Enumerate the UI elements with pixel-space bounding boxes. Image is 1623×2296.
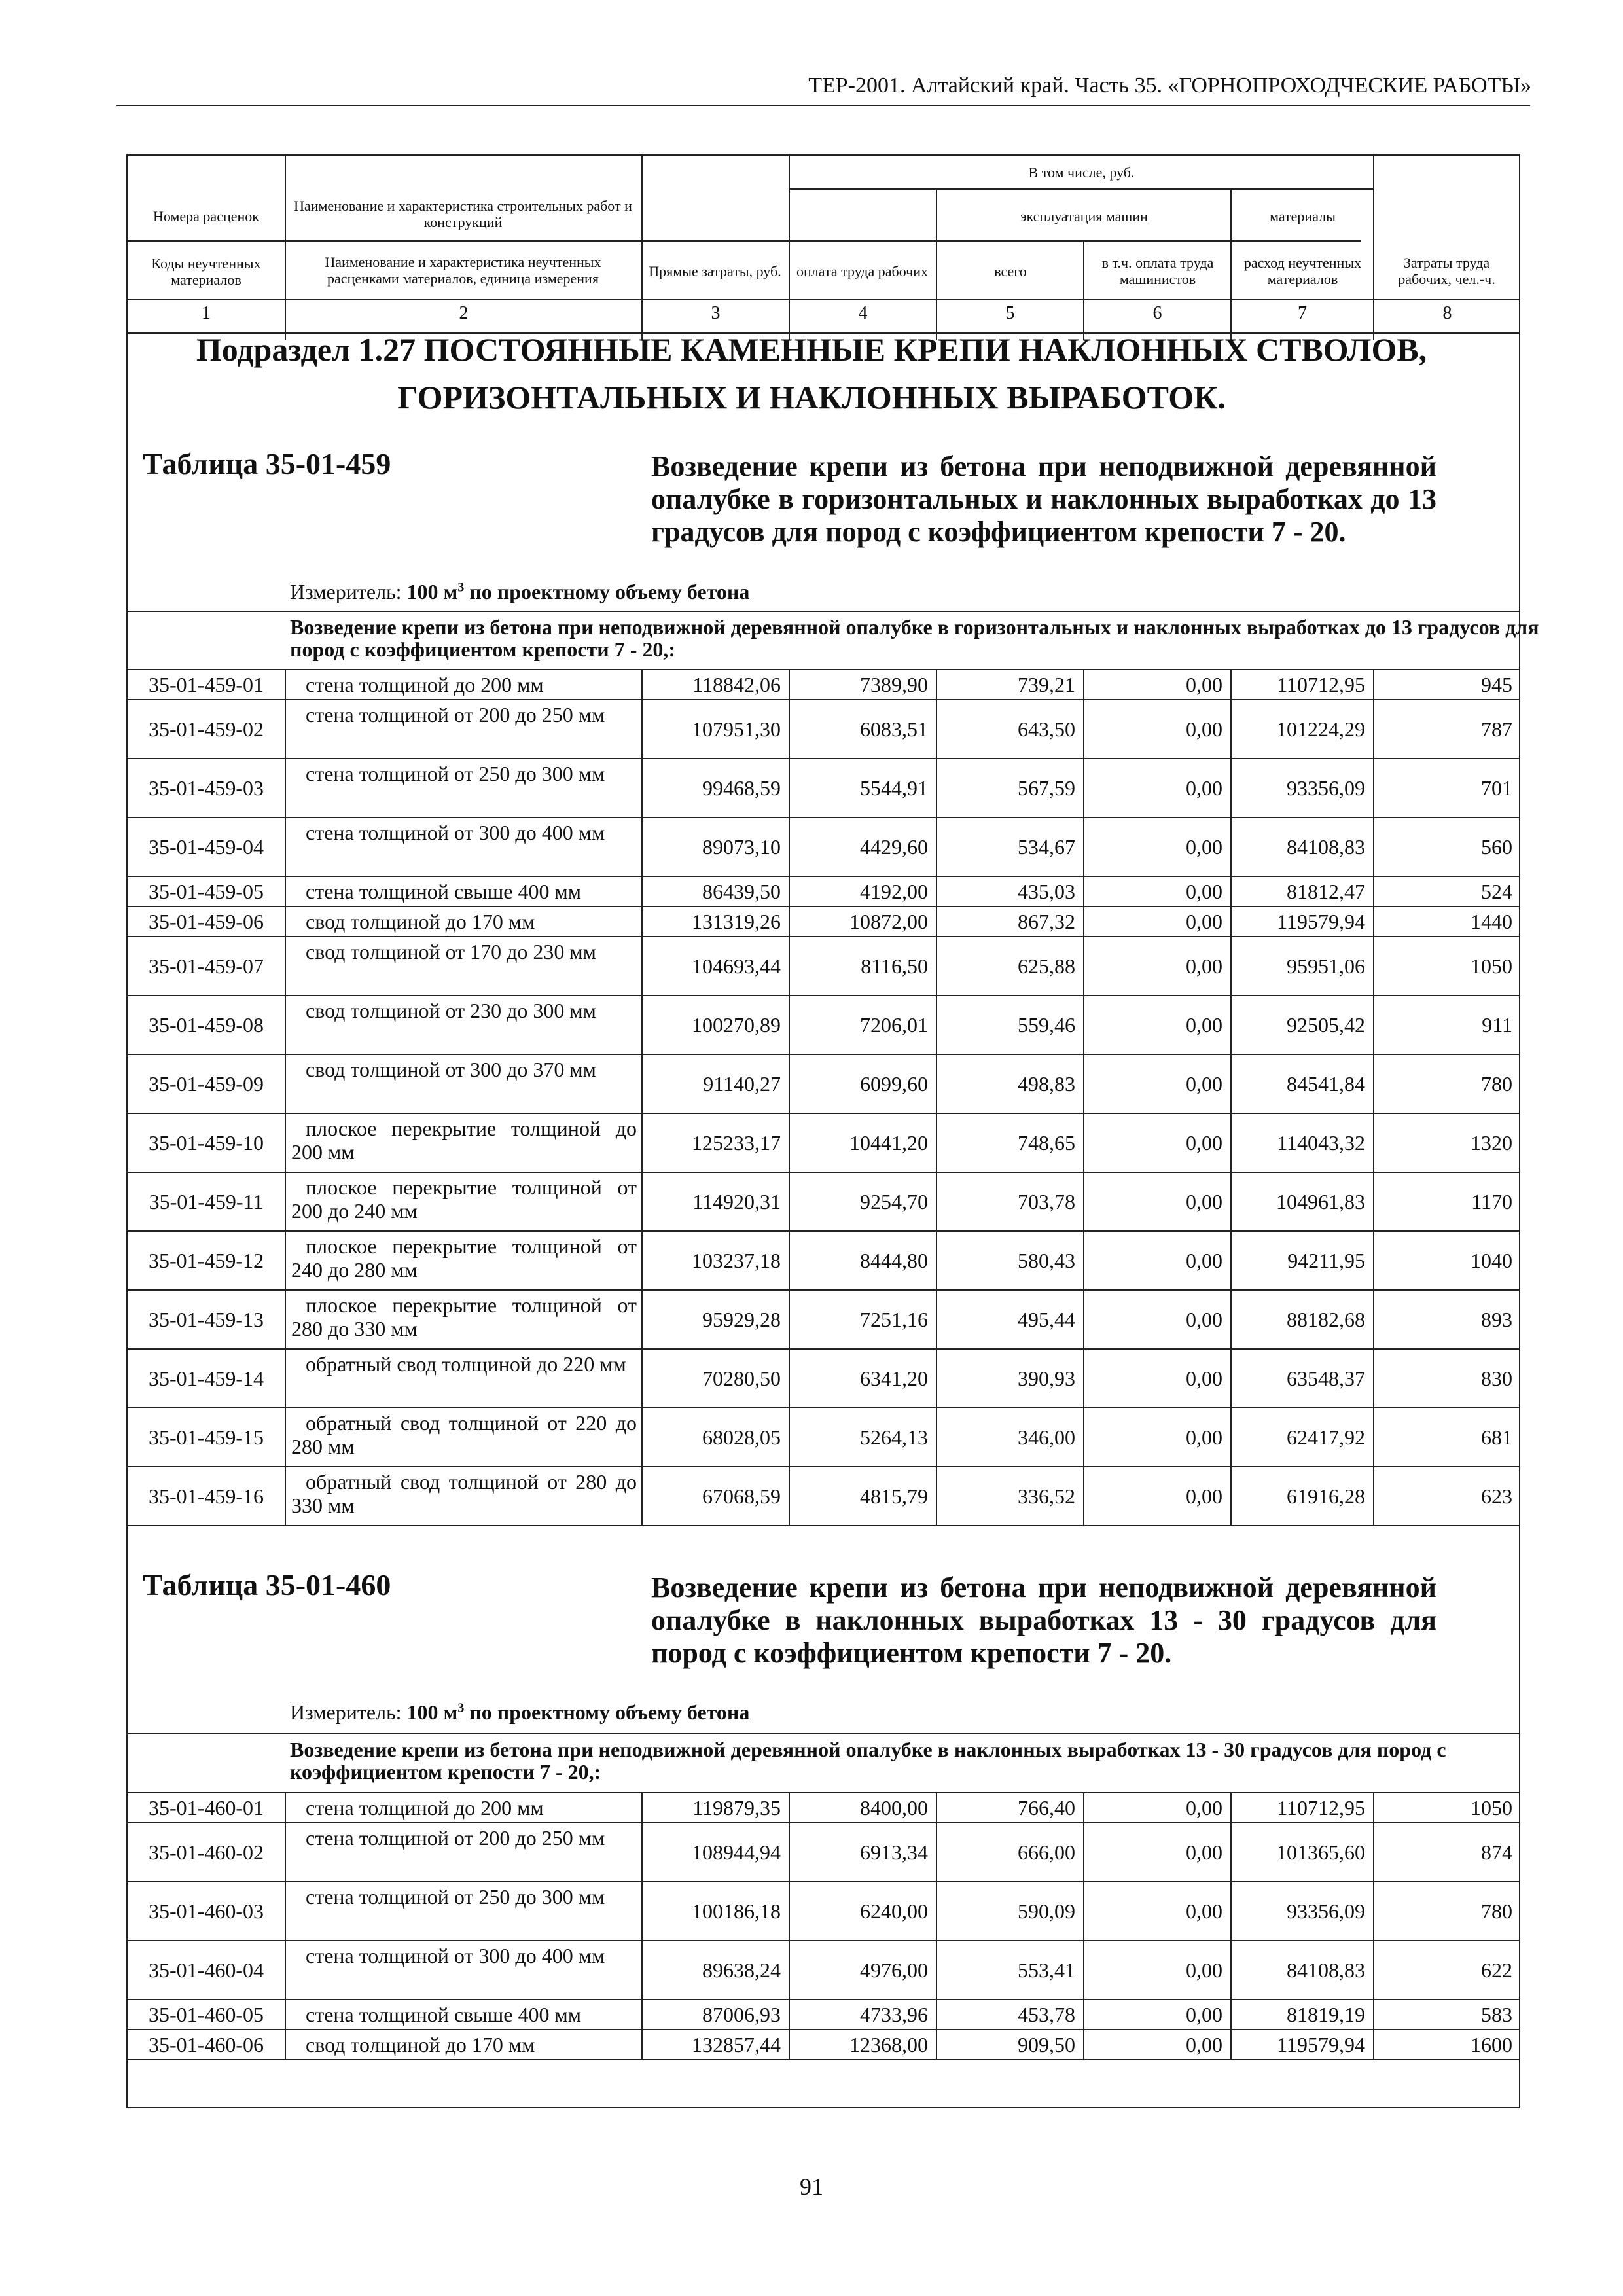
cell-mach-labor: 0,00 bbox=[1186, 910, 1222, 933]
cell-mach: 453,78 bbox=[1018, 2003, 1075, 2026]
header-cell: Прямые затраты, руб. bbox=[649, 262, 781, 279]
column-number: 7 bbox=[1298, 303, 1307, 323]
cell-code: 35-01-459-11 bbox=[149, 1190, 264, 1213]
cell-name: стена толщиной от 300 до 400 мм bbox=[306, 1944, 605, 1967]
cell-mat: 62417,92 bbox=[1287, 1426, 1365, 1449]
cell-hours: 583 bbox=[1481, 2003, 1512, 2026]
table-title: Возведение крепи из бетона при неподвижной деревянной опалубке в горизонтальных и наклонных выработках до 13 градусов для пород с коэффициентом крепости 7 - 20. bbox=[651, 450, 1436, 548]
cell-mat: 61916,28 bbox=[1287, 1484, 1365, 1508]
cell-code: 35-01-460-05 bbox=[149, 2003, 264, 2026]
cell-code: 35-01-459-02 bbox=[149, 717, 264, 741]
cell-labor: 12368,00 bbox=[849, 2033, 928, 2056]
cell-name: плоское перекрытие толщиной от 200 до 240 мм bbox=[291, 1175, 637, 1223]
cell-mat: 81812,47 bbox=[1287, 880, 1365, 903]
table-label: Таблица 35-01-460 bbox=[143, 1568, 391, 1602]
cell-name: плоское перекрытие толщиной до 200 мм bbox=[291, 1117, 637, 1164]
cell-labor: 4815,79 bbox=[860, 1484, 928, 1508]
cell-mach-labor: 0,00 bbox=[1186, 1840, 1222, 1864]
cell-mat: 93356,09 bbox=[1287, 776, 1365, 800]
cell-labor: 4976,00 bbox=[860, 1958, 928, 1982]
header-cell: В том числе, руб. bbox=[1028, 164, 1135, 181]
cell-mach: 580,43 bbox=[1018, 1249, 1075, 1272]
cell-direct: 99468,59 bbox=[702, 776, 781, 800]
cell-mat: 104961,83 bbox=[1276, 1190, 1365, 1213]
cell-name: плоское перекрытие толщиной от 240 до 280 мм bbox=[291, 1234, 637, 1282]
grid-line bbox=[641, 1792, 643, 2059]
cell-mach-labor: 0,00 bbox=[1186, 954, 1222, 978]
cell-mach: 666,00 bbox=[1018, 1840, 1075, 1864]
grid-line bbox=[936, 1792, 937, 2059]
cell-code: 35-01-459-10 bbox=[149, 1131, 264, 1155]
cell-mach: 867,32 bbox=[1018, 910, 1075, 933]
cell-direct: 95929,28 bbox=[702, 1308, 781, 1331]
cell-code: 35-01-460-02 bbox=[149, 1840, 264, 1864]
cell-code: 35-01-459-12 bbox=[149, 1249, 264, 1272]
cell-mach: 625,88 bbox=[1018, 954, 1075, 978]
cell-labor: 6083,51 bbox=[860, 717, 928, 741]
header-cell: расход неучтенных материалов bbox=[1243, 255, 1362, 287]
grid-line bbox=[285, 669, 286, 1525]
cell-code: 35-01-460-04 bbox=[149, 1958, 264, 1982]
cell-mach: 435,03 bbox=[1018, 880, 1075, 903]
cell-code: 35-01-459-16 bbox=[149, 1484, 264, 1508]
unit-prefix: Измеритель: bbox=[290, 1700, 402, 1724]
cell-mat: 84108,83 bbox=[1287, 835, 1365, 859]
cell-mat: 119579,94 bbox=[1277, 910, 1365, 933]
unit-prefix: Измеритель: bbox=[290, 580, 402, 603]
cell-mach-labor: 0,00 bbox=[1186, 1131, 1222, 1155]
cell-direct: 125233,17 bbox=[692, 1131, 781, 1155]
grid-line bbox=[1373, 669, 1374, 1525]
cell-mat: 94211,95 bbox=[1287, 1249, 1365, 1272]
cell-mach: 590,09 bbox=[1018, 1899, 1075, 1923]
cell-mach-labor: 0,00 bbox=[1186, 835, 1222, 859]
cell-labor: 6099,60 bbox=[860, 1072, 928, 1096]
header-cell: материалы bbox=[1270, 207, 1336, 224]
cell-labor: 4733,96 bbox=[860, 2003, 928, 2026]
cell-code: 35-01-459-13 bbox=[149, 1308, 264, 1331]
cell-mach: 390,93 bbox=[1018, 1367, 1075, 1390]
cell-mach: 766,40 bbox=[1018, 1796, 1075, 1820]
cell-direct: 86439,50 bbox=[702, 880, 781, 903]
cell-mat: 92505,42 bbox=[1287, 1013, 1365, 1037]
cell-mat: 93356,09 bbox=[1287, 1899, 1365, 1923]
cell-mat: 101224,29 bbox=[1276, 717, 1365, 741]
cell-name: стена толщиной от 250 до 300 мм bbox=[306, 1885, 605, 1909]
cell-mach-labor: 0,00 bbox=[1186, 2003, 1222, 2026]
cell-name: стена толщиной свыше 400 мм bbox=[306, 2003, 581, 2026]
cell-code: 35-01-459-07 bbox=[149, 954, 264, 978]
cell-direct: 100270,89 bbox=[692, 1013, 781, 1037]
cell-direct: 107951,30 bbox=[692, 717, 781, 741]
cell-hours: 1600 bbox=[1471, 2033, 1512, 2056]
cell-mach-labor: 0,00 bbox=[1186, 1190, 1222, 1213]
cell-labor: 5544,91 bbox=[860, 776, 928, 800]
cell-mach: 346,00 bbox=[1018, 1426, 1075, 1449]
cell-name: свод толщиной от 300 до 370 мм bbox=[306, 1058, 596, 1081]
cell-direct: 131319,26 bbox=[692, 910, 781, 933]
cell-mat: 110712,95 bbox=[1277, 1796, 1365, 1820]
cell-mach-labor: 0,00 bbox=[1186, 1072, 1222, 1096]
cell-direct: 114920,31 bbox=[692, 1190, 781, 1213]
cell-labor: 7251,16 bbox=[860, 1308, 928, 1331]
cell-labor: 4192,00 bbox=[860, 880, 928, 903]
cell-mat: 84541,84 bbox=[1287, 1072, 1365, 1096]
cell-hours: 893 bbox=[1481, 1308, 1512, 1331]
unit-value: 100 $м^3$ bbox=[406, 580, 465, 603]
cell-mach: 739,21 bbox=[1018, 673, 1075, 696]
cell-hours: 830 bbox=[1481, 1367, 1512, 1390]
cell-labor: 6240,00 bbox=[860, 1899, 928, 1923]
cell-hours: 623 bbox=[1481, 1484, 1512, 1508]
cell-name: обратный свод толщиной от 280 до 330 мм bbox=[291, 1470, 637, 1517]
cell-labor: 7389,90 bbox=[860, 673, 928, 696]
grid-line bbox=[1083, 669, 1084, 1525]
cell-hours: 1050 bbox=[1471, 954, 1512, 978]
cell-mach-labor: 0,00 bbox=[1186, 1013, 1222, 1037]
cell-mat: 63548,37 bbox=[1287, 1367, 1365, 1390]
cell-hours: 524 bbox=[1481, 880, 1512, 903]
cell-name: свод толщиной от 230 до 300 мм bbox=[306, 999, 596, 1022]
cell-direct: 89638,24 bbox=[702, 1958, 781, 1982]
cell-mach: 498,83 bbox=[1018, 1072, 1075, 1096]
grid-line bbox=[789, 188, 1373, 190]
cell-mach: 553,41 bbox=[1018, 1958, 1075, 1982]
grid-line bbox=[126, 299, 1520, 300]
cell-name: стена толщиной от 250 до 300 мм bbox=[306, 762, 605, 785]
grid-line bbox=[126, 2059, 1520, 2060]
cell-name: стена толщиной до 200 мм bbox=[306, 673, 544, 696]
unit-value: 100 $м^3$ bbox=[406, 1700, 465, 1724]
header-cell: всего bbox=[994, 262, 1027, 279]
cell-labor: 5264,13 bbox=[860, 1426, 928, 1449]
cell-name: свод толщиной до 170 мм bbox=[306, 2033, 535, 2056]
cell-mach: 703,78 bbox=[1018, 1190, 1075, 1213]
cell-hours: 874 bbox=[1481, 1840, 1512, 1864]
grid-line bbox=[789, 1792, 790, 2059]
cell-direct: 87006,93 bbox=[702, 2003, 781, 2026]
grid-line bbox=[126, 1733, 1520, 1734]
group-description: Возведение крепи из бетона при неподвижной деревянной опалубке в горизонтальных и наклонных выработках до 13 градусов для пород с коэффициентом крепости 7 - 20,: bbox=[290, 615, 1539, 661]
cell-mach-labor: 0,00 bbox=[1186, 1899, 1222, 1923]
cell-direct: 108944,94 bbox=[692, 1840, 781, 1864]
page-number: 91 bbox=[800, 2174, 823, 2200]
cell-direct: 70280,50 bbox=[702, 1367, 781, 1390]
cell-mach: 559,46 bbox=[1018, 1013, 1075, 1037]
cell-hours: 622 bbox=[1481, 1958, 1512, 1982]
subsection-title: ГОРИЗОНТАЛЬНЫХ И НАКЛОННЫХ ВЫРАБОТОК. bbox=[397, 379, 1226, 416]
cell-name: свод толщиной от 170 до 230 мм bbox=[306, 940, 596, 963]
cell-labor: 6341,20 bbox=[860, 1367, 928, 1390]
cell-direct: 118842,06 bbox=[692, 673, 781, 696]
cell-mat: 114043,32 bbox=[1277, 1131, 1365, 1155]
unit-of-measure bbox=[290, 580, 749, 604]
cell-hours: 681 bbox=[1481, 1426, 1512, 1449]
cell-labor: 10872,00 bbox=[849, 910, 928, 933]
unit-of-measure bbox=[290, 1700, 749, 1725]
subsection-title: Подраздел 1.27 ПОСТОЯННЫЕ КАМЕННЫЕ КРЕПИ НАКЛОННЫХ СТВОЛОВ, bbox=[196, 331, 1427, 368]
cell-hours: 1320 bbox=[1471, 1131, 1512, 1155]
table-title: Возведение крепи из бетона при неподвижной деревянной опалубке в наклонных выработках 13 - 30 градусов для пород с коэффициентом крепости 7 - 20. bbox=[651, 1571, 1436, 1669]
cell-mach: 643,50 bbox=[1018, 717, 1075, 741]
cell-mach-labor: 0,00 bbox=[1186, 717, 1222, 741]
grid-line bbox=[789, 669, 790, 1525]
grid-line bbox=[126, 611, 1520, 612]
cell-code: 35-01-459-03 bbox=[149, 776, 264, 800]
cell-mach-labor: 0,00 bbox=[1186, 1484, 1222, 1508]
grid-line bbox=[936, 669, 937, 1525]
cell-mach: 567,59 bbox=[1018, 776, 1075, 800]
column-number: 4 bbox=[858, 303, 868, 323]
cell-direct: 91140,27 bbox=[703, 1072, 781, 1096]
cell-code: 35-01-459-04 bbox=[149, 835, 264, 859]
cell-hours: 1440 bbox=[1471, 910, 1512, 933]
cell-code: 35-01-460-01 bbox=[149, 1796, 264, 1820]
grid-line bbox=[1083, 240, 1084, 340]
running-header: ТЕР-2001. Алтайский край. Часть 35. «ГОРНОПРОХОДЧЕСКИЕ РАБОТЫ» bbox=[808, 73, 1531, 98]
cell-hours: 787 bbox=[1481, 717, 1512, 741]
cell-code: 35-01-459-01 bbox=[149, 673, 264, 696]
cell-mach: 495,44 bbox=[1018, 1308, 1075, 1331]
grid-line bbox=[126, 1525, 1520, 1526]
cell-name: свод толщиной до 170 мм bbox=[306, 910, 535, 933]
cell-hours: 1040 bbox=[1471, 1249, 1512, 1272]
grid-line bbox=[1083, 1792, 1084, 2059]
cell-hours: 911 bbox=[1482, 1013, 1512, 1037]
unit-suffix: по проектному объему бетона bbox=[469, 580, 750, 603]
cell-mach-labor: 0,00 bbox=[1186, 1249, 1222, 1272]
column-number: 8 bbox=[1442, 303, 1452, 323]
cell-mach-labor: 0,00 bbox=[1186, 1367, 1222, 1390]
cell-name: обратный свод толщиной от 220 до 280 мм bbox=[291, 1411, 637, 1458]
cell-direct: 89073,10 bbox=[702, 835, 781, 859]
cell-mat: 88182,68 bbox=[1287, 1308, 1365, 1331]
group-description: Возведение крепи из бетона при неподвижной деревянной опалубке в наклонных выработках 13 - 30 градусов для пород с коэффициентом крепости 7 - 20,: bbox=[290, 1738, 1446, 1784]
cell-mat: 81819,19 bbox=[1287, 2003, 1365, 2026]
header-cell: Номера расценок bbox=[153, 207, 259, 224]
column-number: 1 bbox=[202, 303, 211, 323]
cell-mat: 119579,94 bbox=[1277, 2033, 1365, 2056]
column-number: 2 bbox=[459, 303, 469, 323]
column-number: 3 bbox=[711, 303, 721, 323]
cell-name: плоское перекрытие толщиной от 280 до 330 мм bbox=[291, 1293, 637, 1340]
grid-line bbox=[641, 669, 643, 1525]
cell-hours: 701 bbox=[1481, 776, 1512, 800]
cell-mach-labor: 0,00 bbox=[1186, 1426, 1222, 1449]
cell-labor: 4429,60 bbox=[860, 835, 928, 859]
cell-direct: 103237,18 bbox=[692, 1249, 781, 1272]
cell-name: стена толщиной свыше 400 мм bbox=[306, 880, 581, 903]
header-cell: оплата труда рабочих bbox=[796, 262, 928, 279]
cell-mach-labor: 0,00 bbox=[1186, 673, 1222, 696]
cell-direct: 119879,35 bbox=[692, 1796, 781, 1820]
grid-line bbox=[1230, 1792, 1232, 2059]
cell-name: стена толщиной от 300 до 400 мм bbox=[306, 821, 605, 844]
cell-name: стена толщиной от 200 до 250 мм bbox=[306, 1826, 605, 1850]
cell-hours: 945 bbox=[1481, 673, 1512, 696]
grid-line bbox=[1373, 1792, 1374, 2059]
table-label: Таблица 35-01-459 bbox=[143, 447, 391, 480]
cell-direct: 100186,18 bbox=[692, 1899, 781, 1923]
cell-direct: 104693,44 bbox=[692, 954, 781, 978]
cell-labor: 8444,80 bbox=[860, 1249, 928, 1272]
cell-labor: 8116,50 bbox=[861, 954, 928, 978]
header-cell: Коды неучтенных материалов bbox=[151, 255, 261, 288]
cell-code: 35-01-459-06 bbox=[149, 910, 264, 933]
header-cell: Наименование и характеристика неучтенных расценками материалов, единица измерения bbox=[325, 254, 601, 287]
cell-mach-labor: 0,00 bbox=[1186, 2033, 1222, 2056]
cell-mach: 336,52 bbox=[1018, 1484, 1075, 1508]
cell-mat: 101365,60 bbox=[1276, 1840, 1365, 1864]
cell-hours: 1050 bbox=[1471, 1796, 1512, 1820]
header-rule bbox=[116, 105, 1530, 106]
cell-code: 35-01-459-05 bbox=[149, 880, 264, 903]
header-cell: эксплуатация машин bbox=[1020, 207, 1148, 224]
cell-code: 35-01-459-15 bbox=[149, 1426, 264, 1449]
cell-direct: 132857,44 bbox=[692, 2033, 781, 2056]
cell-code: 35-01-459-08 bbox=[149, 1013, 264, 1037]
cell-labor: 7206,01 bbox=[860, 1013, 928, 1037]
cell-mach-labor: 0,00 bbox=[1186, 776, 1222, 800]
cell-mach: 909,50 bbox=[1018, 2033, 1075, 2056]
cell-labor: 8400,00 bbox=[860, 1796, 928, 1820]
header-cell: Наименование и характеристика строительных работ и конструкций bbox=[294, 198, 632, 230]
cell-name: стена толщиной от 200 до 250 мм bbox=[306, 703, 605, 726]
cell-code: 35-01-459-14 bbox=[149, 1367, 264, 1390]
cell-name: обратный свод толщиной до 220 мм bbox=[306, 1352, 626, 1376]
cell-labor: 9254,70 bbox=[860, 1190, 928, 1213]
cell-mach-labor: 0,00 bbox=[1186, 1796, 1222, 1820]
unit-suffix: по проектному объему бетона bbox=[469, 1700, 750, 1724]
cell-labor: 10441,20 bbox=[849, 1131, 928, 1155]
cell-direct: 67068,59 bbox=[702, 1484, 781, 1508]
header-cell: в т.ч. оплата труда машинистов bbox=[1101, 255, 1214, 287]
grid-line bbox=[126, 240, 1361, 242]
grid-line bbox=[285, 1792, 286, 2059]
cell-labor: 6913,34 bbox=[860, 1840, 928, 1864]
cell-code: 35-01-460-03 bbox=[149, 1899, 264, 1923]
cell-mach: 534,67 bbox=[1018, 835, 1075, 859]
column-number: 5 bbox=[1005, 303, 1015, 323]
cell-mat: 110712,95 bbox=[1277, 673, 1365, 696]
cell-direct: 68028,05 bbox=[702, 1426, 781, 1449]
cell-mat: 95951,06 bbox=[1287, 954, 1365, 978]
cell-hours: 560 bbox=[1481, 835, 1512, 859]
cell-mach-labor: 0,00 bbox=[1186, 1308, 1222, 1331]
grid-line bbox=[1230, 669, 1232, 1525]
column-number: 6 bbox=[1152, 303, 1162, 323]
cell-code: 35-01-459-09 bbox=[149, 1072, 264, 1096]
cell-mat: 84108,83 bbox=[1287, 1958, 1365, 1982]
cell-mach-labor: 0,00 bbox=[1186, 1958, 1222, 1982]
cell-hours: 780 bbox=[1481, 1899, 1512, 1923]
cell-hours: 1170 bbox=[1471, 1190, 1512, 1213]
cell-code: 35-01-460-06 bbox=[149, 2033, 264, 2056]
cell-mach-labor: 0,00 bbox=[1186, 880, 1222, 903]
cell-name: стена толщиной до 200 мм bbox=[306, 1796, 544, 1820]
cell-mach: 748,65 bbox=[1018, 1131, 1075, 1155]
header-cell: Затраты труда рабочих, чел.-ч. bbox=[1398, 255, 1495, 287]
cell-hours: 780 bbox=[1481, 1072, 1512, 1096]
